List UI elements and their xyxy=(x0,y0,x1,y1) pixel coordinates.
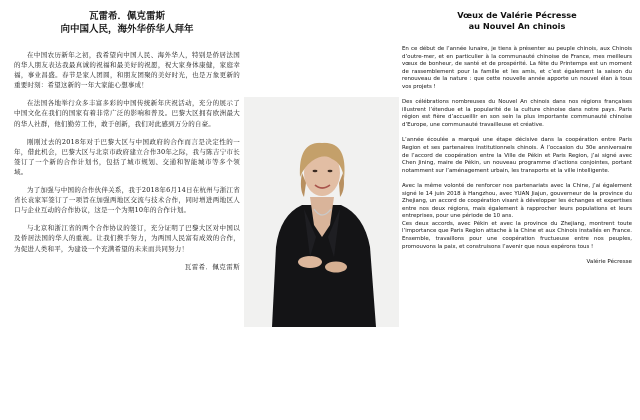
french-letter-column xyxy=(402,10,632,414)
french-paragraph-3: L’année écoulée a marqué une étape décisive dans la coopération entre Paris Region et ses partenaires institutionnels chinois. À l’occasion du 30e anniversaire de l’accord de coopération entre la Ville de Pékin et Paris Region, j’ai signé avec Chen Jining, maire de Pékin, un nouveau programme d’actions conjointes, portant notamment sur l’aménagement urbain, les transports et la ville intelligente. xyxy=(402,137,632,174)
french-title xyxy=(402,10,632,32)
chinese-letter-column xyxy=(14,10,240,414)
french-paragraph-5: Ces deux accords, avec Pékin et avec la province du Zhejiang, montrent toute l’importance que Paris Region attache à la Chine et aux Chinois installés en France. Ensemble, travaillons pour une coopération fructueuse entre nos peuples, promouvons la paix, et construisons l’avenir que nous espérons tous ! xyxy=(402,220,632,250)
portrait-photo xyxy=(244,97,399,327)
chinese-signature: 瓦雷希．佩克雷斯 xyxy=(184,262,240,271)
french-title-line-1: Vœux de Valérie Pécresse xyxy=(457,10,577,20)
french-title-line-2: au Nouvel An chinois xyxy=(468,21,566,31)
chinese-title-line-2: 向中国人民，海外华侨华人拜年 xyxy=(60,24,194,35)
french-paragraph-4: Avec la même volonté de renforcer nos partenariats avec la Chine, j’ai également signé le 14 juin 2018 à Hangzhou, avec YUAN Jiajun, gouverneur de la province du Zhejiang, un accord de coopération visant à développer les échanges et expertises entre nos deux régions, mais également à rapprocher leurs populations et leurs entreprises, pour une période de 10 ans. xyxy=(402,183,632,220)
portrait-illustration xyxy=(244,97,399,327)
french-paragraph-2: Des célébrations nombreuses du Nouvel An chinois dans nos régions françaises illustrent l’étendue et la popularité de la culture chinoise dans notre pays. Paris région est fière d’accueillir en son sein la plus importante communauté chinoise d’Europe, une communauté travailleuse et créative. xyxy=(402,99,632,128)
french-signature: Valérie Pécresse xyxy=(586,259,632,266)
chinese-paragraph-5: 与北京和浙江省的两个合作协议的签订，充分证明了巴黎大区对中国以及侨居法国的华人的重视。让我们携手努力，为两国人民富有成效的合作，为促进人类和平，为建设一个充满希望的未来而共同努力！ xyxy=(14,224,240,253)
chinese-paragraph-4: 为了加强与中国的合作伙伴关系，我于2018年6月14日在杭州与浙江省省长袁家军签订了一项旨在加强两地区交流与技术合作，同时增进两地区人口与企业互动的合作协议，这是一个为期10年的合作计划。 xyxy=(14,186,240,215)
chinese-title xyxy=(14,10,240,36)
chinese-paragraph-2: 在法国各地举行众多丰富多彩的中国传统新年庆祝活动，充分的展示了中国文化在我们的国家有着非常广泛的影响和普及。巴黎大区拥有欧洲最大的华人社群，他们勤劳工作，敢于创新，我们对此感到万分的自豪。 xyxy=(14,99,240,128)
chinese-paragraph-3: 刚刚过去的2018年对于巴黎大区与中国政府的合作而言是决定性的一年，借此机会，巴黎大区与北京市政府建立合作30年之际，我与陈吉宁市长签订了一个新的合作计划书，包括了城市规划、交通和智能城市等多个领域。 xyxy=(14,137,240,176)
chinese-paragraph-1: 在中国农历新年之初，我希望向中国人民、海外华人，特别是侨居法国的华人朋友表达我最真诚的祝福和最美好的祝愿，祝大家身体康健，家庭幸福，事业昌盛。春节是家人团圆，和朋友团聚的美好时光，也是万象更新的重要时刻：希望这新的一年大家能心想事成！ xyxy=(14,51,240,90)
chinese-title-line-1: 瓦雷希．佩克雷斯 xyxy=(88,11,165,22)
french-paragraph-1: En ce début de l’année lunaire, je tiens à présenter au peuple chinois, aux Chinois d’outre-mer, et en particulier à la communauté chinoise de France, mes meilleurs vœux de bonheur, de santé et de prospérité. La fête du Printemps est un moment de rassemblement pour la famille et les amis, et c’est également la saison du renouveau de la nature : que cette nouvelle année apporte un nouvel élan à tous vos projets ! xyxy=(402,46,632,90)
